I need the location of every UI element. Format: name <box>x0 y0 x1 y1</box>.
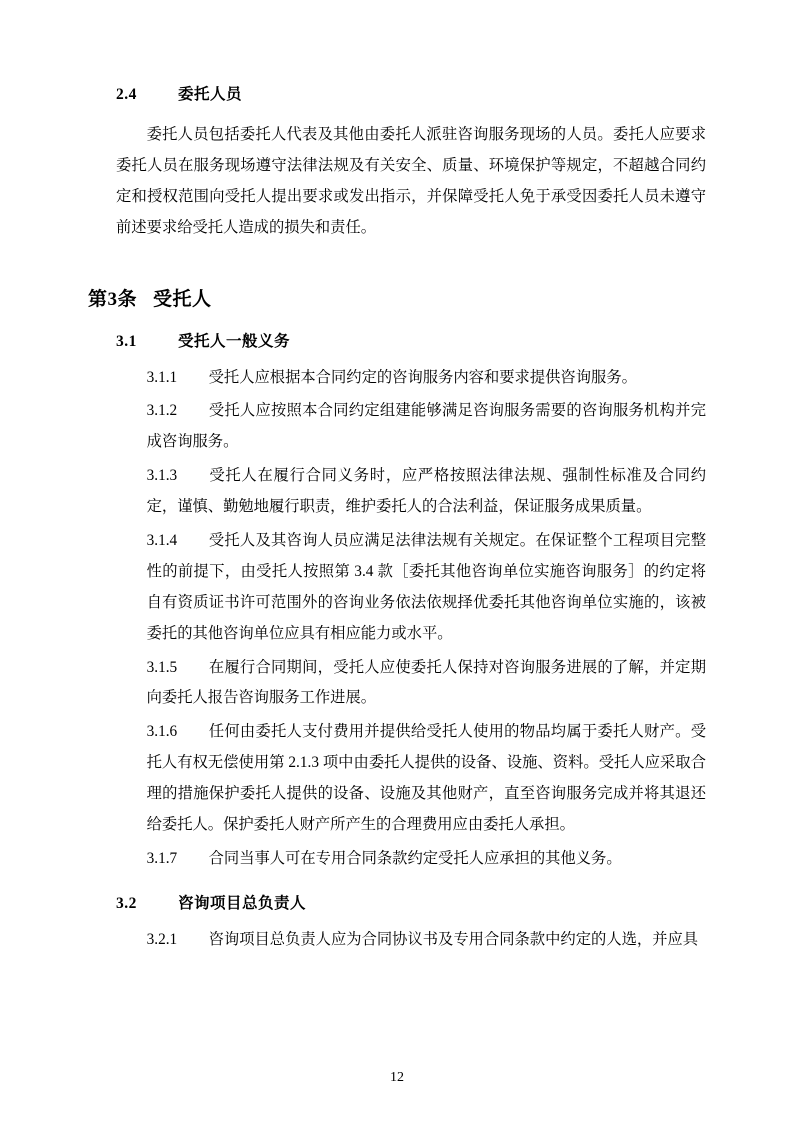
paragraph-3-1-6-text: 任何由委托人支付费用并提供给受托人使用的物品均属于委托人财产。受托人有权无偿使用第 2.1.3 项中由委托人提供的设备、设施、资料。受托人应采取合理的措施保护委托人提供的设备、设施及其他财产，直至咨询服务完成并将其退还给委托人。保护委托人财产所产生的合理费用应由委托人承担。 <box>146 723 706 834</box>
section-3-1 <box>88 329 706 875</box>
paragraph-3-1-4-text: 受托人及其咨询人员应满足法律法规有关规定。在保证整个工程项目完整性的前提下，由受托人按照第 3.4 款［委托其他咨询单位实施咨询服务］的约定将自有资质证书许可范围外的咨询业务依法依规择优委托其他咨询单位实施的，该被委托的其他咨询单位应具有相应能力或水平。 <box>146 532 706 642</box>
heading-3-1 <box>116 329 706 351</box>
heading-2-4-title: 委托人员 <box>178 86 243 103</box>
paragraph-3-1-6-label: 3.1.6 <box>146 723 178 741</box>
paragraph-3-2-1-text: 咨询项目总负责人应为合同协议书及专用合同条款中约定的人选，并应具 <box>208 930 699 948</box>
paragraph-3-1-2 <box>116 396 706 458</box>
heading-3-title: 受托人 <box>153 288 212 310</box>
section-2-4 <box>88 82 706 244</box>
heading-3-2-title: 咨询项目总负责人 <box>178 894 307 912</box>
paragraph-3-2-1-label: 3.2.1 <box>146 930 178 948</box>
heading-2-4-number: 2.4 <box>116 86 137 103</box>
paragraph-3-1-7-text: 合同当事人可在专用合同条款约定受托人应承担的其他义务。 <box>208 849 622 867</box>
paragraph-3-1-3-label: 3.1.3 <box>146 467 178 485</box>
heading-3-2 <box>116 891 706 913</box>
heading-2-4 <box>116 82 706 104</box>
paragraph-3-1-3 <box>116 461 706 523</box>
heading-3 <box>88 284 706 311</box>
paragraph-3-1-1-text: 受托人应根据本合同约定的咨询服务内容和要求提供咨询服务。 <box>208 368 637 386</box>
paragraph-2-4-1: 委托人员包括委托人代表及其他由委托人派驻咨询服务现场的人员。委托人应要求委托人员在服务现场遵守法律法规及有关安全、质量、环境保护等规定，不超越合同约定和授权范围向受托人提出要求或发出指示，并保障受托人免于承受因委托人员未遵守前述要求给受托人造成的损失和责任。 <box>116 126 706 236</box>
heading-3-1-title: 受托人一般义务 <box>178 332 291 350</box>
heading-3-number: 第3条 <box>88 288 138 310</box>
paragraph-3-1-7 <box>116 844 706 875</box>
paragraph-3-1-5-text: 在履行合同期间，受托人应使委托人保持对咨询服务进展的了解，并定期向委托人报告咨询服务工作进展。 <box>146 658 706 707</box>
paragraph-3-1-2-text: 受托人应按照本合同约定组建能够满足咨询服务需要的咨询服务机构并完成咨询服务。 <box>146 402 706 451</box>
paragraph-3-1-2-label: 3.1.2 <box>146 402 178 420</box>
paragraph-3-1-5 <box>116 653 706 715</box>
paragraph-3-1-7-label: 3.1.7 <box>146 849 178 867</box>
paragraph-3-1-1-label: 3.1.1 <box>146 368 178 386</box>
heading-3-1-number: 3.1 <box>116 332 137 350</box>
paragraph-3-1-1 <box>116 363 706 394</box>
page-number: 12 <box>390 1070 404 1085</box>
paragraph-3-1-4-label: 3.1.4 <box>146 532 178 550</box>
paragraph-3-1-4 <box>116 526 706 650</box>
paragraph-3-1-6 <box>116 717 706 841</box>
paragraph-3-1-3-text: 受托人在履行合同义务时，应严格按照法律法规、强制性标准及合同约定，谨慎、勤勉地履行职责，维护委托人的合法利益，保证服务成果质量。 <box>146 467 706 516</box>
paragraph-3-2-1 <box>116 925 706 956</box>
paragraph-3-1-5-label: 3.1.5 <box>146 658 178 676</box>
heading-3-2-number: 3.2 <box>116 894 137 912</box>
section-3-2 <box>88 891 706 956</box>
